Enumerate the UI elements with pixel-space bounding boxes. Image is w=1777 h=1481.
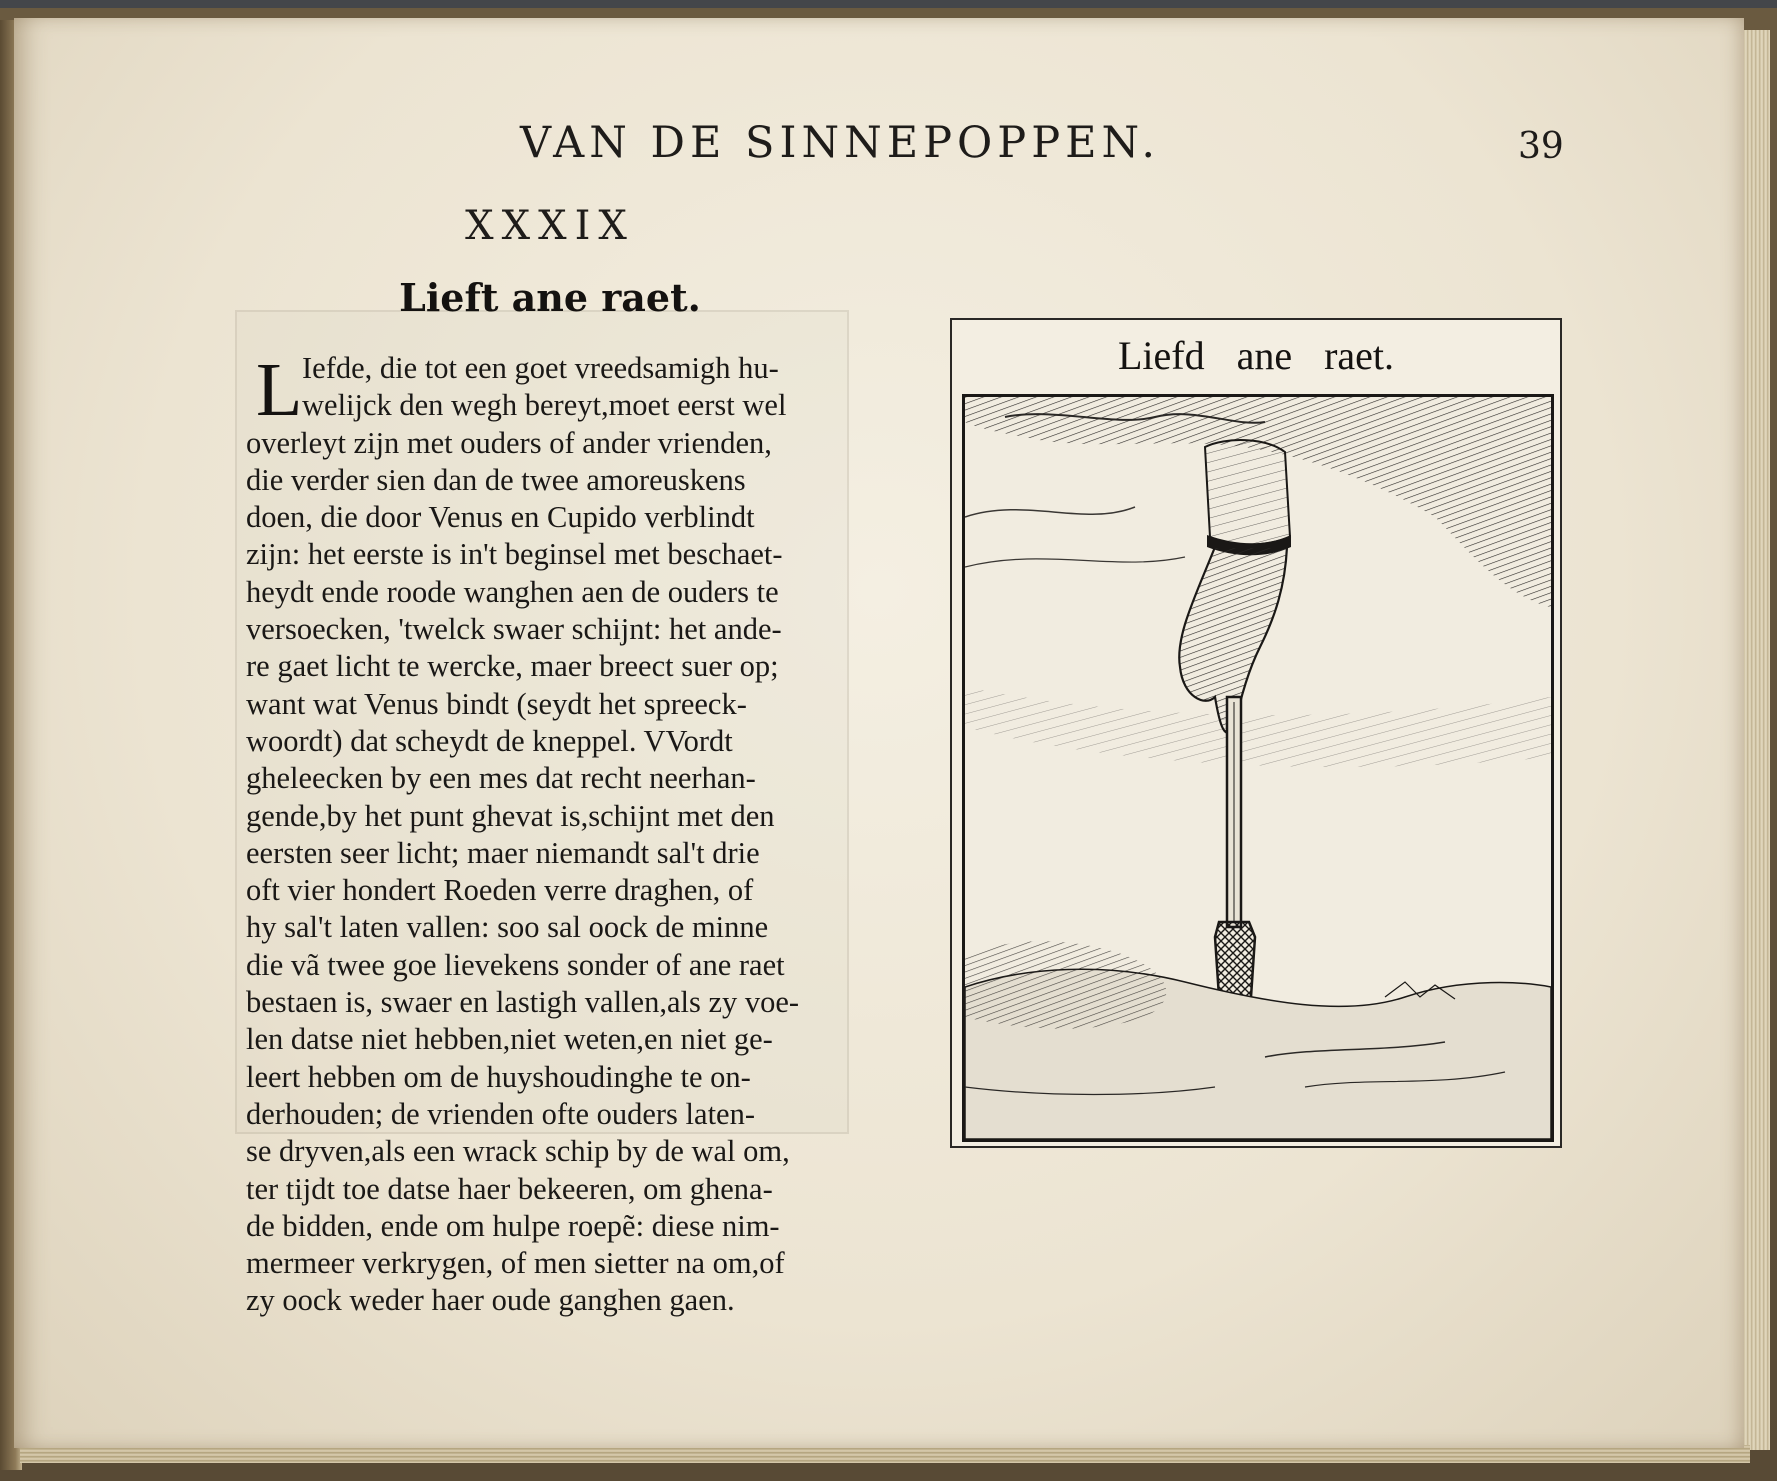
body-text <box>246 350 858 1318</box>
body-line: Iefde, die tot een goet vreedsamigh hu- <box>302 351 779 385</box>
body-line: se dryven,als een wrack schip by de wal om, <box>246 1134 790 1169</box>
body-line: derhouden; de vrienden ofte ouders laten- <box>246 1096 755 1131</box>
body-line: bestaen is, swaer en lastigh vallen,als zy voe- <box>246 985 800 1020</box>
running-head: VAN DE SINNEPOPPEN. <box>520 118 1161 168</box>
hand-holding-knife-engraving-icon <box>965 397 1551 1139</box>
body-line: gheleecken by een mes dat recht neerhan- <box>246 761 756 796</box>
body-line: woordt) dat scheydt de kneppel. VVordt <box>246 723 733 758</box>
body-line: want wat Venus bindt (seydt het spreeck- <box>246 686 747 721</box>
body-line: heydt ende roode wanghen aen de ouders te <box>246 574 779 609</box>
body-line: zy oock weder haer oude ganghen gaen. <box>246 1283 735 1318</box>
body-line: versoecken, 'twelck swaer schijnt: het ande- <box>246 612 782 647</box>
emblem-motto: Lieft ane raet. <box>399 275 701 320</box>
body-line: gende,by het punt ghevat is,schijnt met den <box>246 798 775 833</box>
body-line: overleyt zijn met ouders of ander vrienden, <box>246 425 772 460</box>
body-line: die verder sien dan de twee amoreuskens <box>246 462 746 497</box>
body-line: re gaet licht te wercke, maer breect suer op; <box>246 649 779 684</box>
body-line: leert hebben om de huyshoudinghe te on- <box>246 1059 751 1094</box>
body-line: welijck den wegh bereyt,moet eerst wel <box>302 388 787 423</box>
body-line: die vã twee goe lievekens sonder of ane raet <box>246 947 785 982</box>
body-line: doen, die door Venus en Cupido verblindt <box>246 500 755 535</box>
body-line: oft vier hondert Roeden verre draghen, of <box>246 873 754 908</box>
plate-title: Liefd ane raet. <box>1117 333 1395 378</box>
body-line: de bidden, ende om hulpe roepẽ: diese nim- <box>246 1208 780 1243</box>
emblem-number: XXXIX <box>465 203 635 249</box>
body-line: ter tijdt toe datse haer bekeeren, om ghena- <box>246 1171 773 1206</box>
drop-initial: L <box>256 348 303 432</box>
page-stack-right <box>1740 30 1770 1450</box>
page-number: 39 <box>1518 126 1564 167</box>
engraving <box>962 394 1554 1142</box>
body-line: mermeer verkrygen, of men sietter na om,of <box>246 1246 785 1281</box>
emblem-plate <box>950 318 1562 1148</box>
body-line: len datse niet hebben,niet weten,en niet ge- <box>246 1022 773 1057</box>
body-line: zijn: het eerste is in't beginsel met beschaet- <box>246 537 783 572</box>
body-line: eersten seer licht; maer niemandt sal't drie <box>246 835 760 870</box>
body-line: hy sal't laten vallen: soo sal oock de minne <box>246 910 769 945</box>
